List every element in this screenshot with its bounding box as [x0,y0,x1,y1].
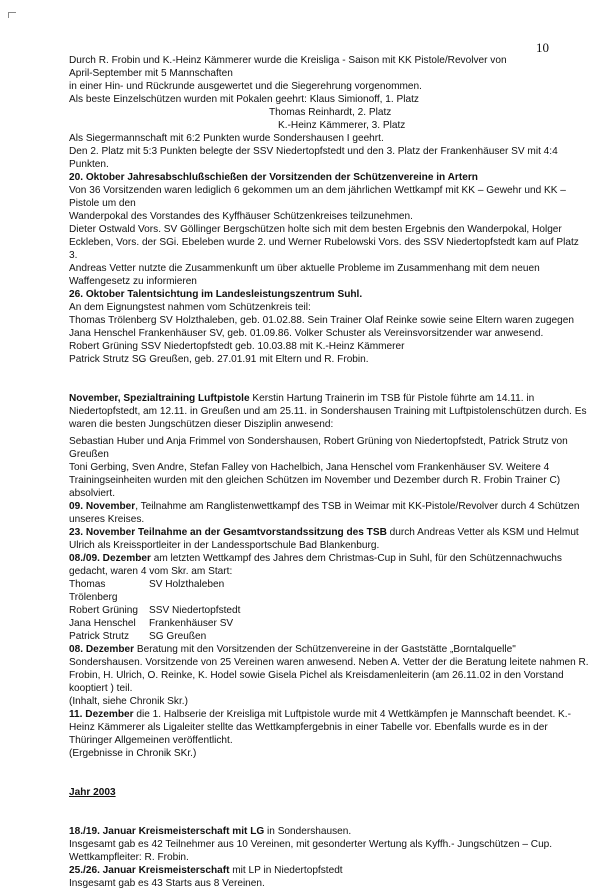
entry-text: Insgesamt gab es 42 Teilnehmer aus 10 Vereinen, mit gesonderter Wertung als Kyffh.- Jungschützen – Cup. [69,839,553,850]
entry-text: Beratung mit den Vorsitzenden der Schützenvereine in der Gaststätte „Borntalquelle" Sondershausen. Vorsitzende von 25 Vereinen waren anwesend. Neben A. Vetter der die Beratung leitete nahmen R. Frobin, H. Ulrich, O. Reinke, K. Hodel sowie Gisela Pichel als Kreisdamenleiterin (am 26.11.02 in den Vorstand kooptiert ) teil. [69,644,589,694]
scan-corner-mark [8,12,16,18]
starter-club: SG Greußen [149,631,207,642]
entry-heading: 09. November [69,501,136,512]
entry-text: (Ergebnisse in Chronik SKr.) [69,748,197,759]
entry-paragraph [69,643,589,695]
entry-heading: 08. Dezember [69,644,135,655]
text-line: Als Siegermannschaft mit 6:2 Punkten wurde Sondershausen I geehrt. [69,133,384,144]
entry-heading: 08./09. Dezember [69,553,151,564]
entry-heading: 18./19. Januar Kreismeisterschaft mit LG [69,826,265,837]
entry-paragraph [69,526,589,552]
entry-text: mit LP in Niedertopfstedt [229,865,343,876]
entry-text: Sebastian Huber und Anja Frimmel von Sondershausen, Robert Grüning von Niedertopfstedt, Patrick Strutz von Greußen [69,436,568,460]
text-line: K.-Heinz Kämmerer, 3. Platz [278,120,406,131]
entry-heading: 11. Dezember [69,709,134,720]
entry-heading: November, Spezialtraining Luftpistole [69,393,250,404]
starter-club: SV Holzthaleben [149,579,225,590]
starter-row [69,604,589,617]
entry-paragraph [69,708,589,747]
entry-text: Robert Grüning SSV Niedertopfstedt geb. 10.03.88 mit K.-Heinz Kämmerer [69,341,405,352]
entry-heading: 26. Oktober Talentsichtung im Landesleistungszentrum Suhl. [69,289,363,300]
entry-paragraph [69,392,589,431]
text-line: April-September mit 5 Mannschaften [69,68,233,79]
text-line: Durch R. Frobin und K.-Heinz Kämmerer wurde die Kreisliga - Saison mit KK Pistole/Revolver von [69,55,507,66]
entry-text: Wanderpokal des Vorstandes des Kyffhäuser Schützenkreises teilzunehmen. [69,211,413,222]
entry-text: Wettkampfleiter: R. Frobin. [69,852,189,863]
entry-text: in Sondershausen. [264,826,352,837]
chronicle-text [69,54,589,890]
starter-list [69,578,589,643]
entry-text: Andreas Vetter nutzte die Zusammenkunft um über aktuelle Probleme im Zusammenhang mit dem neuen Waffengesetz zu informieren [69,263,540,287]
entry-text: Thomas Trölenberg SV Holzthaleben, geb. 01.02.88. Sein Trainer Olaf Reinke sowie seine Eltern waren zugegen [69,315,574,326]
starter-name: Jana Henschel [69,618,136,629]
entry-paragraph [69,864,589,877]
entry-heading: 20. Oktober Jahresabschlußschießen der Vorsitzenden der Schützenvereine in Artern [69,172,478,183]
entry-text: Jana Henschel Frankenhäuser SV, geb. 01.09.86. Volker Schuster als Vereinsvorsitzender war anwesend. [69,328,544,339]
entry-text: durch Andreas Vetter als KSM und Helmut Ulrich als Kreissportleiter in der Landessportschule Bad Blankenburg. [69,527,579,551]
starter-row [69,617,589,630]
starter-name: Patrick Strutz [69,631,130,642]
entry-text: Patrick Strutz SG Greußen, geb. 27.01.91 mit Eltern und R. Frobin. [69,354,369,365]
starter-row [69,630,589,643]
starter-row [69,578,589,604]
entry-text: am letzten Wettkampf des Jahres dem Christmas-Cup in Suhl, für den Schützennachwuchs gedacht, waren 4 vom Skr. am Start: [69,553,562,577]
entry-text: (Inhalt, siehe Chronik Skr.) [69,696,188,707]
year-heading: Jahr 2003 [69,787,116,798]
text-line: in einer Hin- und Rückrunde ausgewertet und die Siegerehrung vorgenommen. [69,81,422,92]
page-number: 10 [536,40,549,55]
text-line: Den 2. Platz mit 5:3 Punkten belegte der SSV Niedertopfstedt und den 3. Platz der Frankenhäuser SV mit 4:4 Punkten. [69,146,558,170]
text-line: Als beste Einzelschützen wurden mit Pokalen geehrt: Klaus Simionoff, 1. Platz [69,94,419,105]
text-line: Thomas Reinhardt, 2. Platz [269,107,392,118]
entry-text: die 1. Halbserie der Kreisliga mit Luftpistole wurde mit 4 Wettkämpfen je Mannschaft beendet. K.-Heinz Kämmerer als Ligaleiter stellte das Wettkampfergebnis in einer Tabelle vor. Ebenfalls wurde es in der Thüringer Allgemeinen veröffentlicht. [69,709,571,746]
entry-paragraph [69,552,589,578]
entry-text: Kerstin Hartung Trainerin im TSB für Pistole führte am 14.11. in Niedertopfstedt, am 12.11. in Greußen und am 25.11. in Sondershausen Training mit Luftpistolenschützen durch. Es waren die besten Jungschützen dieser Disziplin anwesend: [69,393,587,430]
entry-paragraph [69,825,589,838]
entry-paragraph [69,500,589,526]
entry-text: Von 36 Vorsitzenden waren lediglich 6 gekommen um an dem jährlichen Wettkampf mit KK – Gewehr und KK – Pistole um den [69,185,566,209]
entry-text: , Teilnahme am Ranglistenwettkampf des TSB in Weimar mit KK-Pistole/Revolver durch 4 Schützen unseres Kreises. [69,501,580,525]
starter-name: Robert Grüning [69,605,139,616]
starter-club: SSV Niedertopfstedt [149,605,241,616]
entry-text: Toni Gerbing, Sven Andre, Stefan Falley von Hachelbich, Jana Henschel vom Frankenhäuser SV. Weitere 4 Trainingseinheiten wurden mit den gleichen Schützen im November und Dezember durch R. Frobin Trainer C) absolviert. [69,462,561,499]
entry-text: Insgesamt gab es 43 Starts aus 8 Vereinen. [69,878,265,889]
starter-club: Frankenhäuser SV [149,618,234,629]
starter-name: Thomas Trölenberg [69,579,118,603]
entry-text: Dieter Ostwald Vors. SV Göllinger Bergschützen holte sich mit dem besten Ergebnis den Wanderpokal, Holger Eckleben, Vors. der SGi. Ebeleben wurde 2. und Werner Rubelowski Vors. des SSV Niedertopfstedt kam auf Platz 3. [69,224,579,261]
entry-heading: 25./26. Januar Kreismeisterschaft [69,865,230,876]
entry-heading: 23. November Teilnahme an der Gesamtvorstandssitzung des TSB [69,527,387,538]
entry-text: An dem Eignungstest nahmen vom Schützenkreis teil: [69,302,311,313]
